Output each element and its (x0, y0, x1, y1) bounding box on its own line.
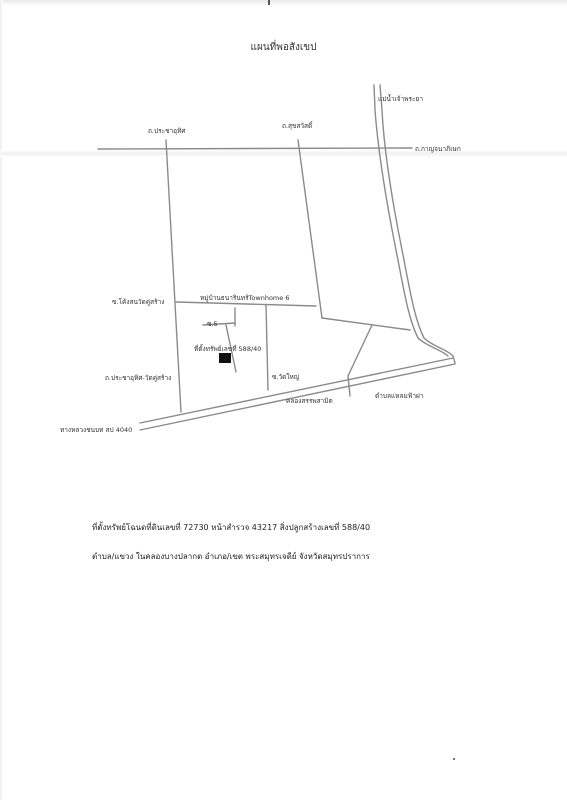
label-kanchanaphisek: ถ.กาญจนาภิเษก (415, 145, 461, 153)
road-to-river (322, 318, 410, 330)
road-suksawat (298, 140, 322, 318)
map-title: แผนที่พอสังเขป (250, 42, 317, 53)
label-highway: ทางหลวงชนบท สป 4040 (60, 426, 133, 434)
label-pracha-uthit-wat: ถ.ประชาอุทิศ-วัดคู่สร้าง (105, 374, 172, 382)
soi-khong-son (176, 302, 316, 306)
label-village: หมู่บ้านธนารินทร์Townhome 6 (200, 294, 290, 302)
label-soi-khong-son: ซ.โค้งสนวัดคู่สร้าง (112, 298, 165, 306)
highway-4040-upper (140, 358, 453, 423)
road-kanchanaphisek (98, 148, 412, 149)
label-wat-yai: ซ.วัดใหญ่ (272, 373, 300, 381)
page-speck (453, 758, 455, 760)
road-diagonal (348, 325, 372, 376)
label-canal: คลองสรรพสามิต (286, 397, 333, 405)
label-pracha-uthit-top: ถ.ประชาอุทิศ (148, 127, 186, 135)
label-property: ที่ตั้งทรัพย์เลขที่ 588/40 (194, 345, 262, 353)
label-river: แม่น้ำเจ้าพระยา (378, 95, 423, 103)
property-marker (219, 353, 231, 363)
label-suksawat: ถ.สุขสวัสดิ์ (282, 122, 313, 130)
property-info-line-2: ตำบล/แขวง ในคลองบางปลากด อำเภอ/เขต พระสมุทรเจดีย์ จังหวัดสมุทรปราการ (92, 552, 370, 561)
road-pracha-uthit (166, 140, 181, 412)
label-laem-fa-pha: ตำบลแหลมฟ้าผ่า (375, 392, 424, 400)
soi-wat-yai (266, 305, 268, 390)
label-soi-5: ซ.5 (207, 320, 218, 328)
chao-phraya-river-bank (374, 85, 448, 356)
property-info-line-1: ที่ตั้งทรัพย์โฉนดที่ดินเลขที่ 72730 หน้าสำรวจ 43217 สิ่งปลูกสร้างเลขที่ 588/40 (92, 523, 371, 532)
